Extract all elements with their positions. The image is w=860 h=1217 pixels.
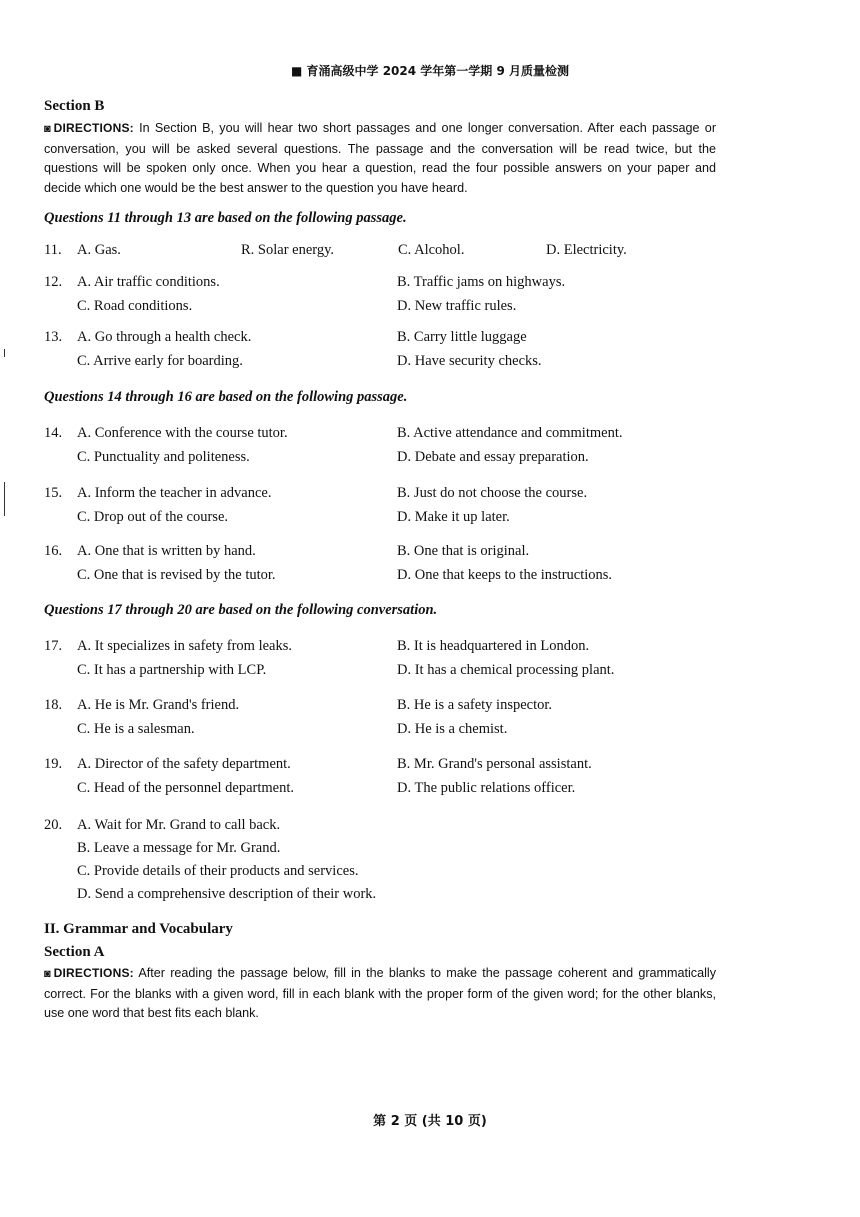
- page-footer: 第 2 页 (共 10 页): [373, 1114, 487, 1129]
- option-c: C. Arrive early for boarding.: [77, 353, 243, 369]
- question-number: 19.: [44, 756, 63, 772]
- group-heading-11-13: Questions 11 through 13 are based on the following passage.: [44, 210, 407, 226]
- option-b: B. Just do not choose the course.: [397, 485, 588, 501]
- margin-mark: [4, 482, 5, 516]
- question-number: 17.: [44, 638, 63, 654]
- option-c: C. Drop out of the course.: [77, 509, 229, 525]
- option-b: B. Leave a message for Mr. Grand.: [77, 840, 281, 856]
- margin-mark: [4, 349, 5, 357]
- option-d: D. Send a comprehensive description of their work.: [77, 886, 377, 902]
- option-c: C. Alcohol.: [398, 242, 465, 258]
- section-a-title: Section A: [44, 944, 105, 960]
- question-number: 11.: [44, 242, 62, 258]
- part-2-title: II. Grammar and Vocabulary: [44, 921, 233, 937]
- directions-label: DIRECTIONS:: [53, 966, 134, 980]
- page-header: ■ 育涌高级中学 2024 学年第一学期 9 月质量检测: [291, 64, 569, 78]
- question-number: 20.: [44, 817, 63, 833]
- option-a: A. Go through a health check.: [77, 329, 252, 345]
- option-b: B. Traffic jams on highways.: [397, 274, 566, 290]
- option-d: D. It has a chemical processing plant.: [397, 662, 615, 678]
- option-d: D. One that keeps to the instructions.: [397, 567, 613, 583]
- option-a: A. Air traffic conditions.: [77, 274, 220, 290]
- question-number: 13.: [44, 329, 63, 345]
- group-heading-17-20: Questions 17 through 20 are based on the following conversation.: [44, 602, 438, 618]
- directions-text: After reading the passage below, fill in the blanks to make the passage coherent and grammatically correct. For the blanks with a given word, fill in each blank with the proper form of the given word; for the other blanks, use one word that best fits each blank.: [44, 966, 716, 1020]
- option-d: D. He is a chemist.: [397, 721, 508, 737]
- option-a: A. He is Mr. Grand's friend.: [77, 697, 240, 713]
- option-c: C. Road conditions.: [77, 298, 193, 314]
- option-a: A. Gas.: [77, 242, 121, 258]
- option-b: B. Carry little luggage: [397, 329, 527, 345]
- headphone-icon: ◙: [44, 123, 51, 135]
- option-c: C. Provide details of their products and services.: [77, 863, 359, 879]
- question-number: 15.: [44, 485, 63, 501]
- option-b: B. One that is original.: [397, 543, 530, 559]
- option-a: A. Conference with the course tutor.: [77, 425, 288, 441]
- directions-label: DIRECTIONS:: [53, 121, 134, 135]
- section-b-directions: [44, 119, 716, 198]
- option-c: C. He is a salesman.: [77, 721, 195, 737]
- option-c: C. Head of the personnel department.: [77, 780, 295, 796]
- question-number: 12.: [44, 274, 63, 290]
- option-d: D. New traffic rules.: [397, 298, 517, 314]
- question-number: 18.: [44, 697, 63, 713]
- option-a: A. Wait for Mr. Grand to call back.: [77, 817, 281, 833]
- section-a-directions: [44, 964, 716, 1024]
- option-a: A. One that is written by hand.: [77, 543, 256, 559]
- option-b: B. It is headquartered in London.: [397, 638, 590, 654]
- option-d: D. The public relations officer.: [397, 780, 576, 796]
- section-b-title: Section B: [44, 98, 105, 114]
- option-d: D. Electricity.: [546, 242, 627, 258]
- option-a: A. Inform the teacher in advance.: [77, 485, 272, 501]
- option-b: B. Active attendance and commitment.: [397, 425, 623, 441]
- pencil-icon: ◙: [44, 968, 51, 980]
- directions-text: In Section B, you will hear two short passages and one longer conversation. After each passage or conversation, you will be asked several questions. The passage and the conversation will be read twice, but the questions will be spoken only once. When you hear a question, read the four possible answers on your paper and decide which one would be the best answer to the question you have heard.: [44, 121, 717, 195]
- option-a: A. Director of the safety department.: [77, 756, 291, 772]
- option-b: B. He is a safety inspector.: [397, 697, 553, 713]
- group-heading-14-16: Questions 14 through 16 are based on the following passage.: [44, 389, 408, 405]
- option-b: R. Solar energy.: [241, 242, 335, 258]
- option-d: D. Have security checks.: [397, 353, 542, 369]
- option-c: C. It has a partnership with LCP.: [77, 662, 267, 678]
- option-a: A. It specializes in safety from leaks.: [77, 638, 293, 654]
- option-c: C. Punctuality and politeness.: [77, 449, 250, 465]
- option-d: D. Make it up later.: [397, 509, 510, 525]
- option-d: D. Debate and essay preparation.: [397, 449, 589, 465]
- option-b: B. Mr. Grand's personal assistant.: [397, 756, 592, 772]
- question-number: 16.: [44, 543, 63, 559]
- option-c: C. One that is revised by the tutor.: [77, 567, 276, 583]
- question-number: 14.: [44, 425, 63, 441]
